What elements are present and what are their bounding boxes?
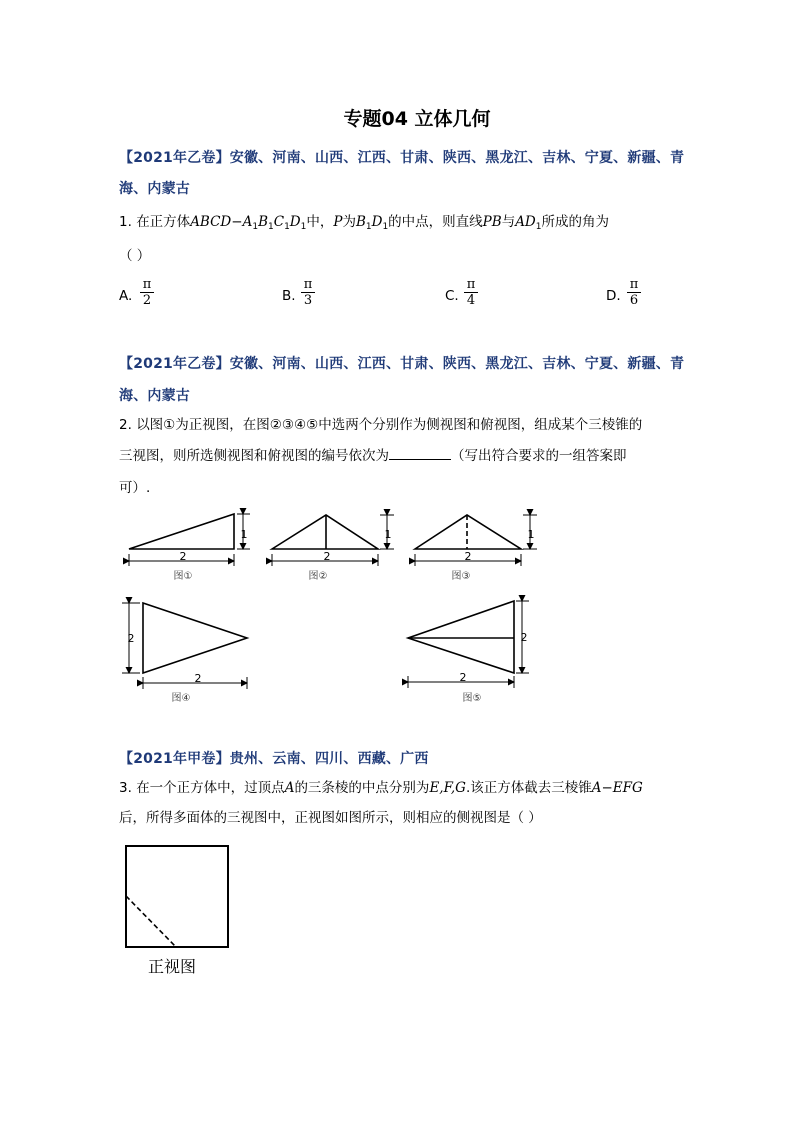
problem-2-source-cont: 海、内蒙古 bbox=[119, 388, 190, 404]
problem-2-line1: 2. 以图①为正视图，在图②③④⑤中选两个分别作为侧视图和俯视图，组成某个三棱锥的 bbox=[119, 417, 643, 433]
problem-2-source: 【2021年乙卷】安徽、河南、山西、江西、甘肃、陕西、黑龙江、吉林、宁夏、新疆、青 bbox=[119, 356, 685, 372]
figure-5-width-label: 2 bbox=[459, 671, 467, 684]
front-view-caption: 正视图 bbox=[148, 957, 197, 976]
option-c-label: C. bbox=[445, 288, 459, 304]
figure-4 bbox=[122, 603, 247, 689]
figure-3-caption: 图③ bbox=[451, 571, 471, 582]
figure-4-height-label: 2 bbox=[127, 632, 135, 645]
option-a-label: A. bbox=[119, 288, 133, 304]
figure-5-caption: 图⑤ bbox=[462, 693, 482, 704]
problem-2-line3: 可）. bbox=[119, 480, 151, 496]
figure-3 bbox=[415, 515, 537, 566]
figure-5-height-label: 2 bbox=[520, 631, 528, 644]
front-view-figure bbox=[126, 846, 228, 947]
figure-1-width-label: 2 bbox=[179, 550, 187, 563]
figure-3-width-label: 2 bbox=[464, 550, 472, 563]
option-d-value: $\frac{\pi}{6}$ bbox=[627, 277, 641, 309]
figure-3-height-label: 1 bbox=[527, 528, 535, 541]
problem-3-source: 【2021年甲卷】贵州、云南、四川、西藏、广西 bbox=[119, 751, 429, 767]
option-a-value: $\frac{\pi}{2}$ bbox=[140, 277, 154, 309]
problem-1-source-cont: 海、内蒙古 bbox=[119, 181, 190, 197]
figure-4-caption: 图④ bbox=[171, 693, 191, 704]
problem-1-stem: 1. 在正方体$ABCD-A_1B_1C_1D_1$中，P为$B_1D_1$的中点，则直线PB与$AD_1$所成的角为 bbox=[119, 214, 609, 232]
option-d-label: D. bbox=[606, 288, 621, 304]
figure-1-height-label: 1 bbox=[240, 528, 248, 541]
problem-3-line2: 后，所得多面体的三视图中，正视图如图所示，则相应的侧视图是（ ） bbox=[119, 810, 542, 826]
answer-paren: （ ） bbox=[119, 248, 151, 264]
figure-1 bbox=[129, 514, 250, 566]
figure-4-width-label: 2 bbox=[194, 672, 202, 685]
option-b-value: $\frac{\pi}{3}$ bbox=[301, 277, 315, 309]
figure-2-caption: 图② bbox=[308, 571, 328, 582]
figure-2-width-label: 2 bbox=[323, 550, 331, 563]
problem-1-source: 【2021年乙卷】安徽、河南、山西、江西、甘肃、陕西、黑龙江、吉林、宁夏、新疆、青 bbox=[119, 150, 685, 166]
option-b-label: B. bbox=[282, 288, 296, 304]
problem-3-line1: 3. 在一个正方体中，过顶点A的三条棱的中点分别为E,F,G.该正方体截去三棱锥A−EFG bbox=[119, 780, 643, 796]
figure-1-caption: 图① bbox=[173, 571, 193, 582]
page-title: 专题04 立体几何 bbox=[343, 108, 491, 130]
problem-2-line2: 三视图，则所选侧视图和俯视图的编号依次为 （写出符合要求的一组答案即 bbox=[119, 448, 627, 464]
figure-2-height-label: 1 bbox=[384, 528, 392, 541]
option-c-value: $\frac{\pi}{4}$ bbox=[464, 277, 478, 309]
figure-5 bbox=[408, 601, 529, 688]
figure-2 bbox=[272, 515, 394, 566]
